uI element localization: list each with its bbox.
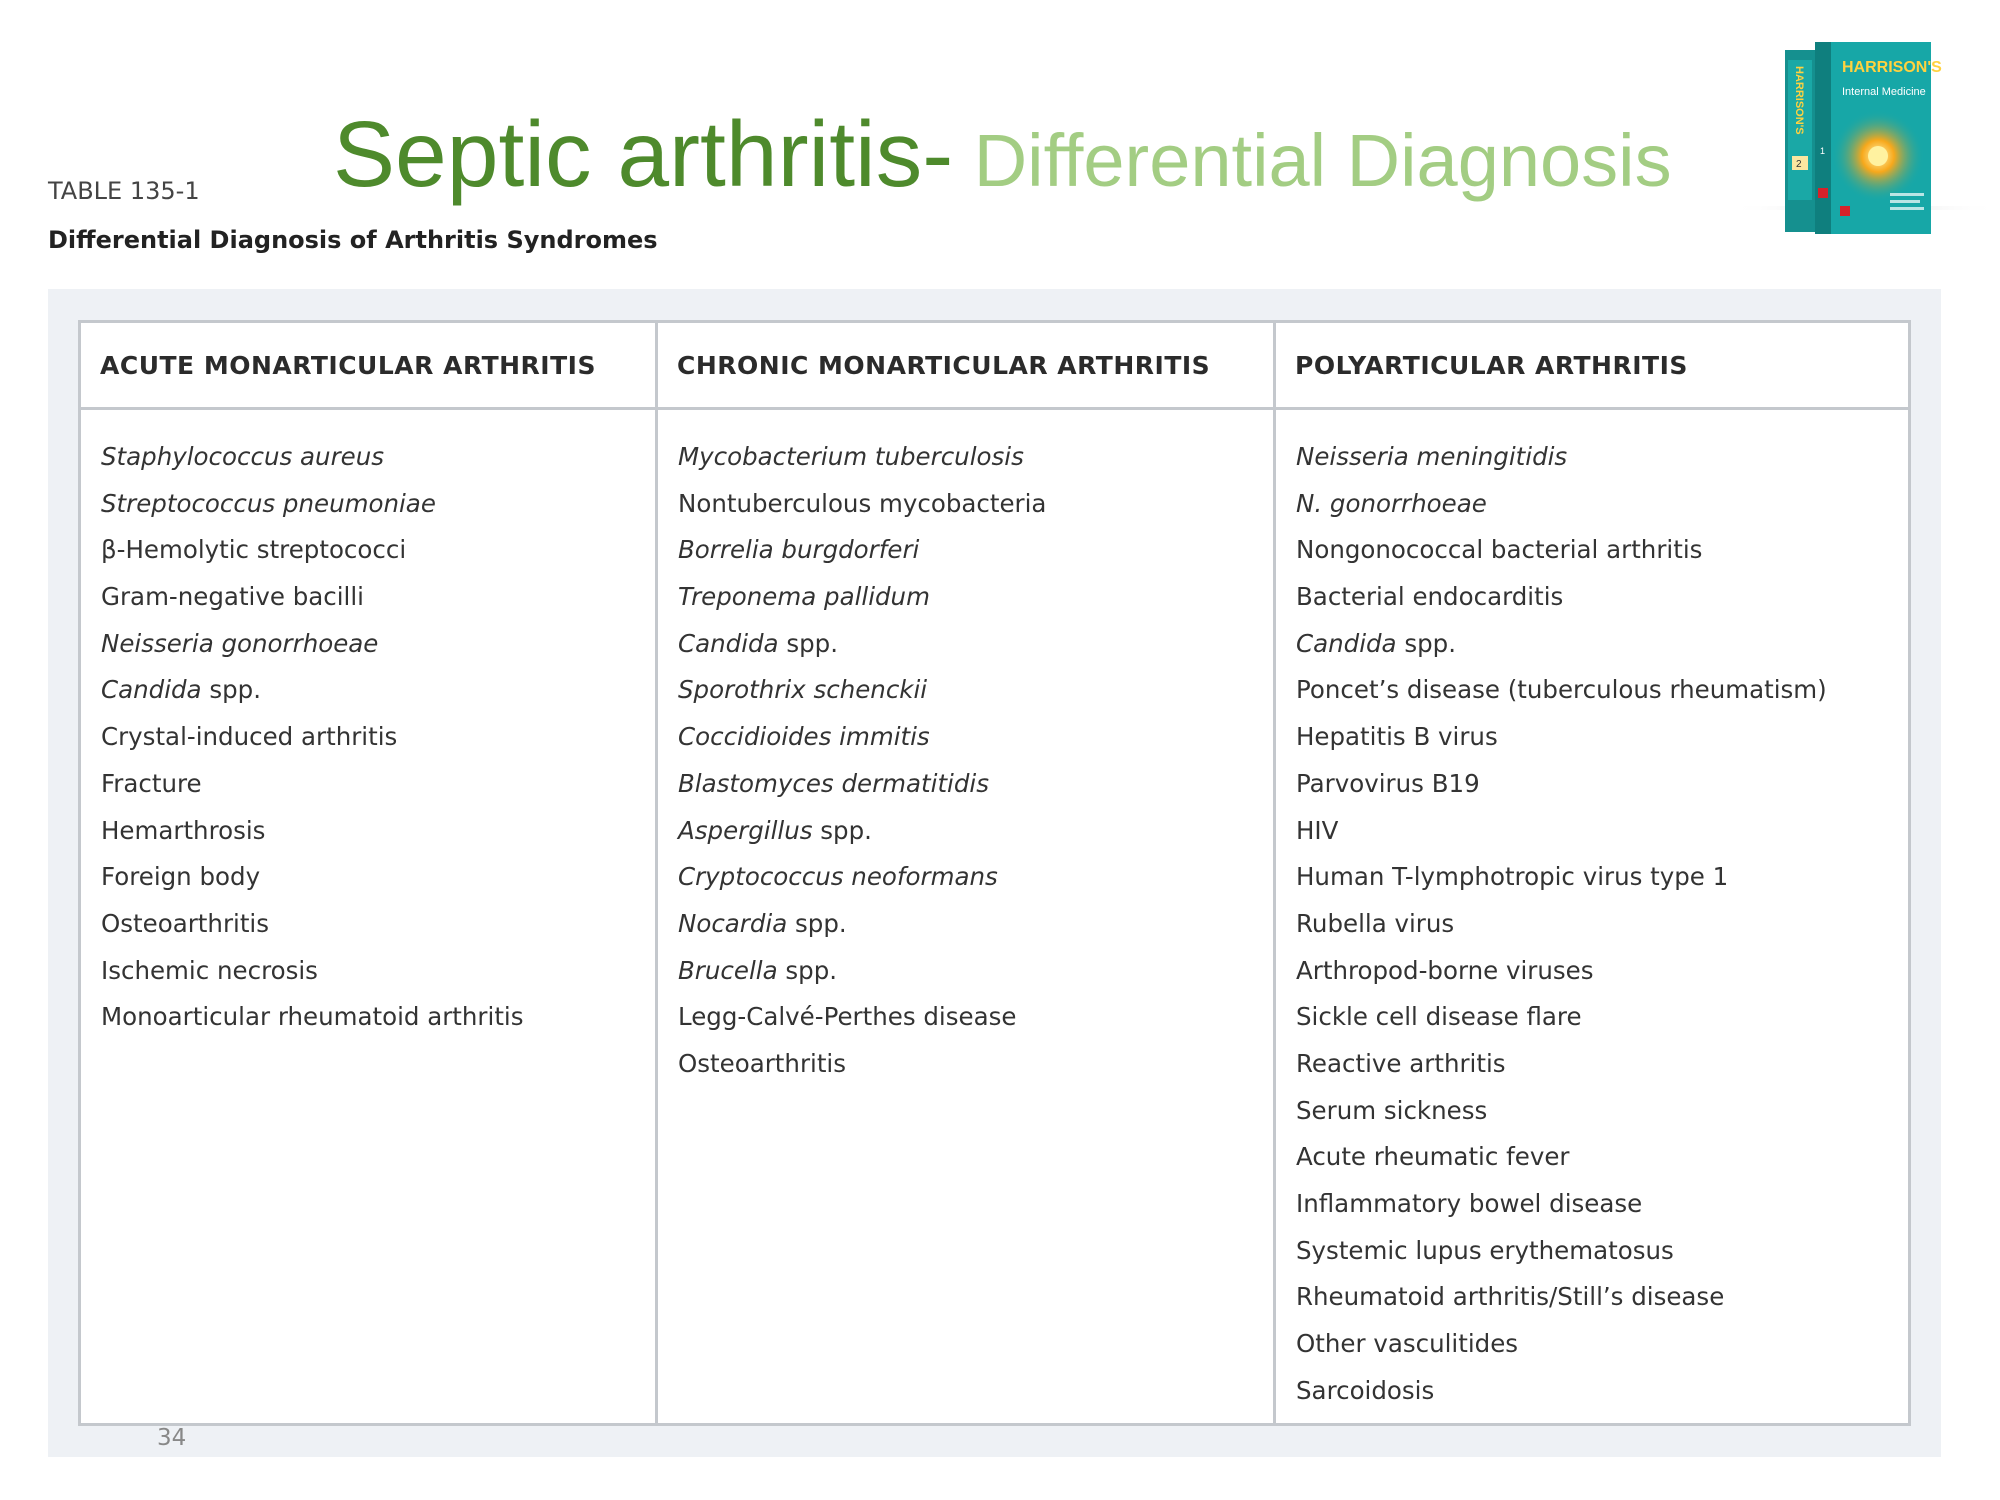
list-item [101,901,655,948]
plain-term: Bacterial endocarditis [1296,582,1564,612]
plain-term: Rubella virus [1296,908,1455,938]
list-item [101,808,655,855]
list-item [1296,808,1908,855]
plain-term: Sickle cell disease flare [1296,1002,1582,1032]
list-item [1296,1228,1908,1275]
list-item [1296,667,1908,714]
header-polyarticular: POLYARTICULAR ARTHRITIS [1276,323,1908,410]
plain-term: Fracture [101,768,202,798]
list-item [1296,1181,1908,1228]
list-item [678,994,1273,1041]
plain-term: Legg-Calvé-Perthes disease [678,1002,1017,1032]
list-item [1296,1041,1908,1088]
italic-term: Neisseria meningitidis [1296,442,1568,471]
list-item [1296,948,1908,995]
list-item [678,901,1273,948]
list-item [678,948,1273,995]
list-item [101,994,655,1041]
list-item [678,1041,1273,1088]
italic-term: Cryptococcus neoformans [678,862,998,892]
list-item [101,621,655,668]
plain-term: Nongonococcal bacterial arthritis [1296,535,1703,565]
table-panel [48,289,1941,1457]
list-item [1296,1134,1908,1181]
harrisons-book-cover-image [1730,38,2000,248]
list-item [101,527,655,574]
list-item [1296,1088,1908,1135]
list-item [678,808,1273,855]
plain-term: HIV [1296,815,1339,845]
plain-term: Hepatitis B virus [1296,722,1498,752]
book-cover-brand: HARRISON'S [1842,59,1942,76]
italic-term: Sporothrix schenckii [678,675,928,705]
italic-term: Nocardia [678,908,788,938]
list-item [678,761,1273,808]
list-item [101,714,655,761]
plain-term: Rheumatoid arthritis/Still’s disease [1296,1282,1725,1312]
italic-term: Treponema pallidum [678,582,930,612]
italic-term: Coccidioides immitis [678,722,930,752]
italic-term: Candida [101,675,202,705]
italic-term: Aspergillus [678,815,813,845]
list-item [1296,574,1908,621]
italic-term: Borrelia burgdorferi [678,535,920,565]
column-polyarticular [1276,410,1908,1423]
plain-term: Other vasculitides [1296,1329,1519,1359]
table-caption: Differential Diagnosis of Arthritis Syndromes [48,226,658,254]
list-item [1296,434,1908,481]
plain-term: spp. [787,908,847,938]
plain-term: Foreign body [101,862,261,892]
italic-term: Neisseria gonorrhoeae [101,628,379,658]
plain-term: spp. [777,955,838,985]
plain-term: Gram-negative bacilli [101,582,364,612]
plain-term: spp. [201,675,262,705]
plain-term: Hemarthrosis [101,815,266,845]
plain-term: spp. [812,815,872,845]
italic-term: N. gonorrhoeae [1296,488,1487,518]
plain-term: Inflammatory bowel disease [1296,1189,1643,1218]
list-item [1296,527,1908,574]
italic-term: Candida [1296,628,1397,658]
plain-term: spp. [778,628,839,658]
book-volume-1: 1 [1820,146,1826,156]
list-item [678,574,1273,621]
header-chronic-monarticular: CHRONIC MONARTICULAR ARTHRITIS [658,323,1276,410]
list-item [1296,1368,1908,1415]
plain-term: Arthropod-borne viruses [1296,955,1594,985]
slide-title [333,102,1672,206]
book-cover-subtitle: Internal Medicine [1842,86,1926,98]
plain-term: Parvovirus B19 [1296,768,1480,798]
list-item [1296,901,1908,948]
differential-diagnosis-table [78,320,1911,1426]
title-sub: Differential Diagnosis [953,119,1672,202]
list-item [678,481,1273,528]
plain-term: Acute rheumatic fever [1296,1142,1570,1172]
list-item [1296,481,1908,528]
list-item [678,527,1273,574]
list-item [678,434,1273,481]
title-main: Septic arthritis- [333,102,954,206]
list-item [1296,1274,1908,1321]
list-item [101,481,655,528]
book-volume-2: 2 [1796,159,1802,170]
column-acute-monarticular [81,410,658,1423]
plain-term: Osteoarthritis [101,908,269,938]
list-item [678,854,1273,901]
table-label: TABLE 135-1 [48,177,200,205]
list-item [1296,994,1908,1041]
book-spine-brand: HARRISON'S [1793,66,1805,135]
list-item [1296,621,1908,668]
list-item [1296,854,1908,901]
plain-term: Sarcoidosis [1296,1375,1435,1405]
list-item [101,667,655,714]
plain-term: Reactive arthritis [1296,1048,1506,1078]
plain-term: Nontuberculous mycobacteria [678,488,1047,518]
plain-term: spp. [1396,628,1457,658]
list-item [678,714,1273,761]
plain-term: Crystal-induced arthritis [101,722,398,752]
plain-term: Osteoarthritis [678,1048,846,1078]
list-item [101,761,655,808]
list-item [678,621,1273,668]
italic-term: Streptococcus pneumoniae [101,488,436,518]
plain-term: Monoarticular rheumatoid arthritis [101,1002,524,1032]
list-item [1296,714,1908,761]
italic-term: Mycobacterium tuberculosis [678,442,1024,471]
plain-term: Ischemic necrosis [101,955,318,985]
list-item [1296,761,1908,808]
italic-term: Candida [678,628,779,658]
list-item [101,434,655,481]
plain-term: Systemic lupus erythematosus [1296,1235,1674,1265]
list-item [101,854,655,901]
italic-term: Brucella [678,955,778,985]
list-item [1296,1321,1908,1368]
italic-term: Blastomyces dermatitidis [678,768,989,798]
header-acute-monarticular: ACUTE MONARTICULAR ARTHRITIS [81,323,658,410]
italic-term: Staphylococcus aureus [101,442,385,471]
page-number: 34 [157,1425,187,1451]
column-chronic-monarticular [658,410,1276,1423]
plain-term: Poncet’s disease (tuberculous rheumatism) [1296,675,1827,705]
plain-term: Serum sickness [1296,1095,1488,1125]
list-item [101,948,655,995]
plain-term: β-Hemolytic streptococci [101,535,407,565]
list-item [678,667,1273,714]
plain-term: Human T-lymphotropic virus type 1 [1296,862,1729,892]
list-item [101,574,655,621]
